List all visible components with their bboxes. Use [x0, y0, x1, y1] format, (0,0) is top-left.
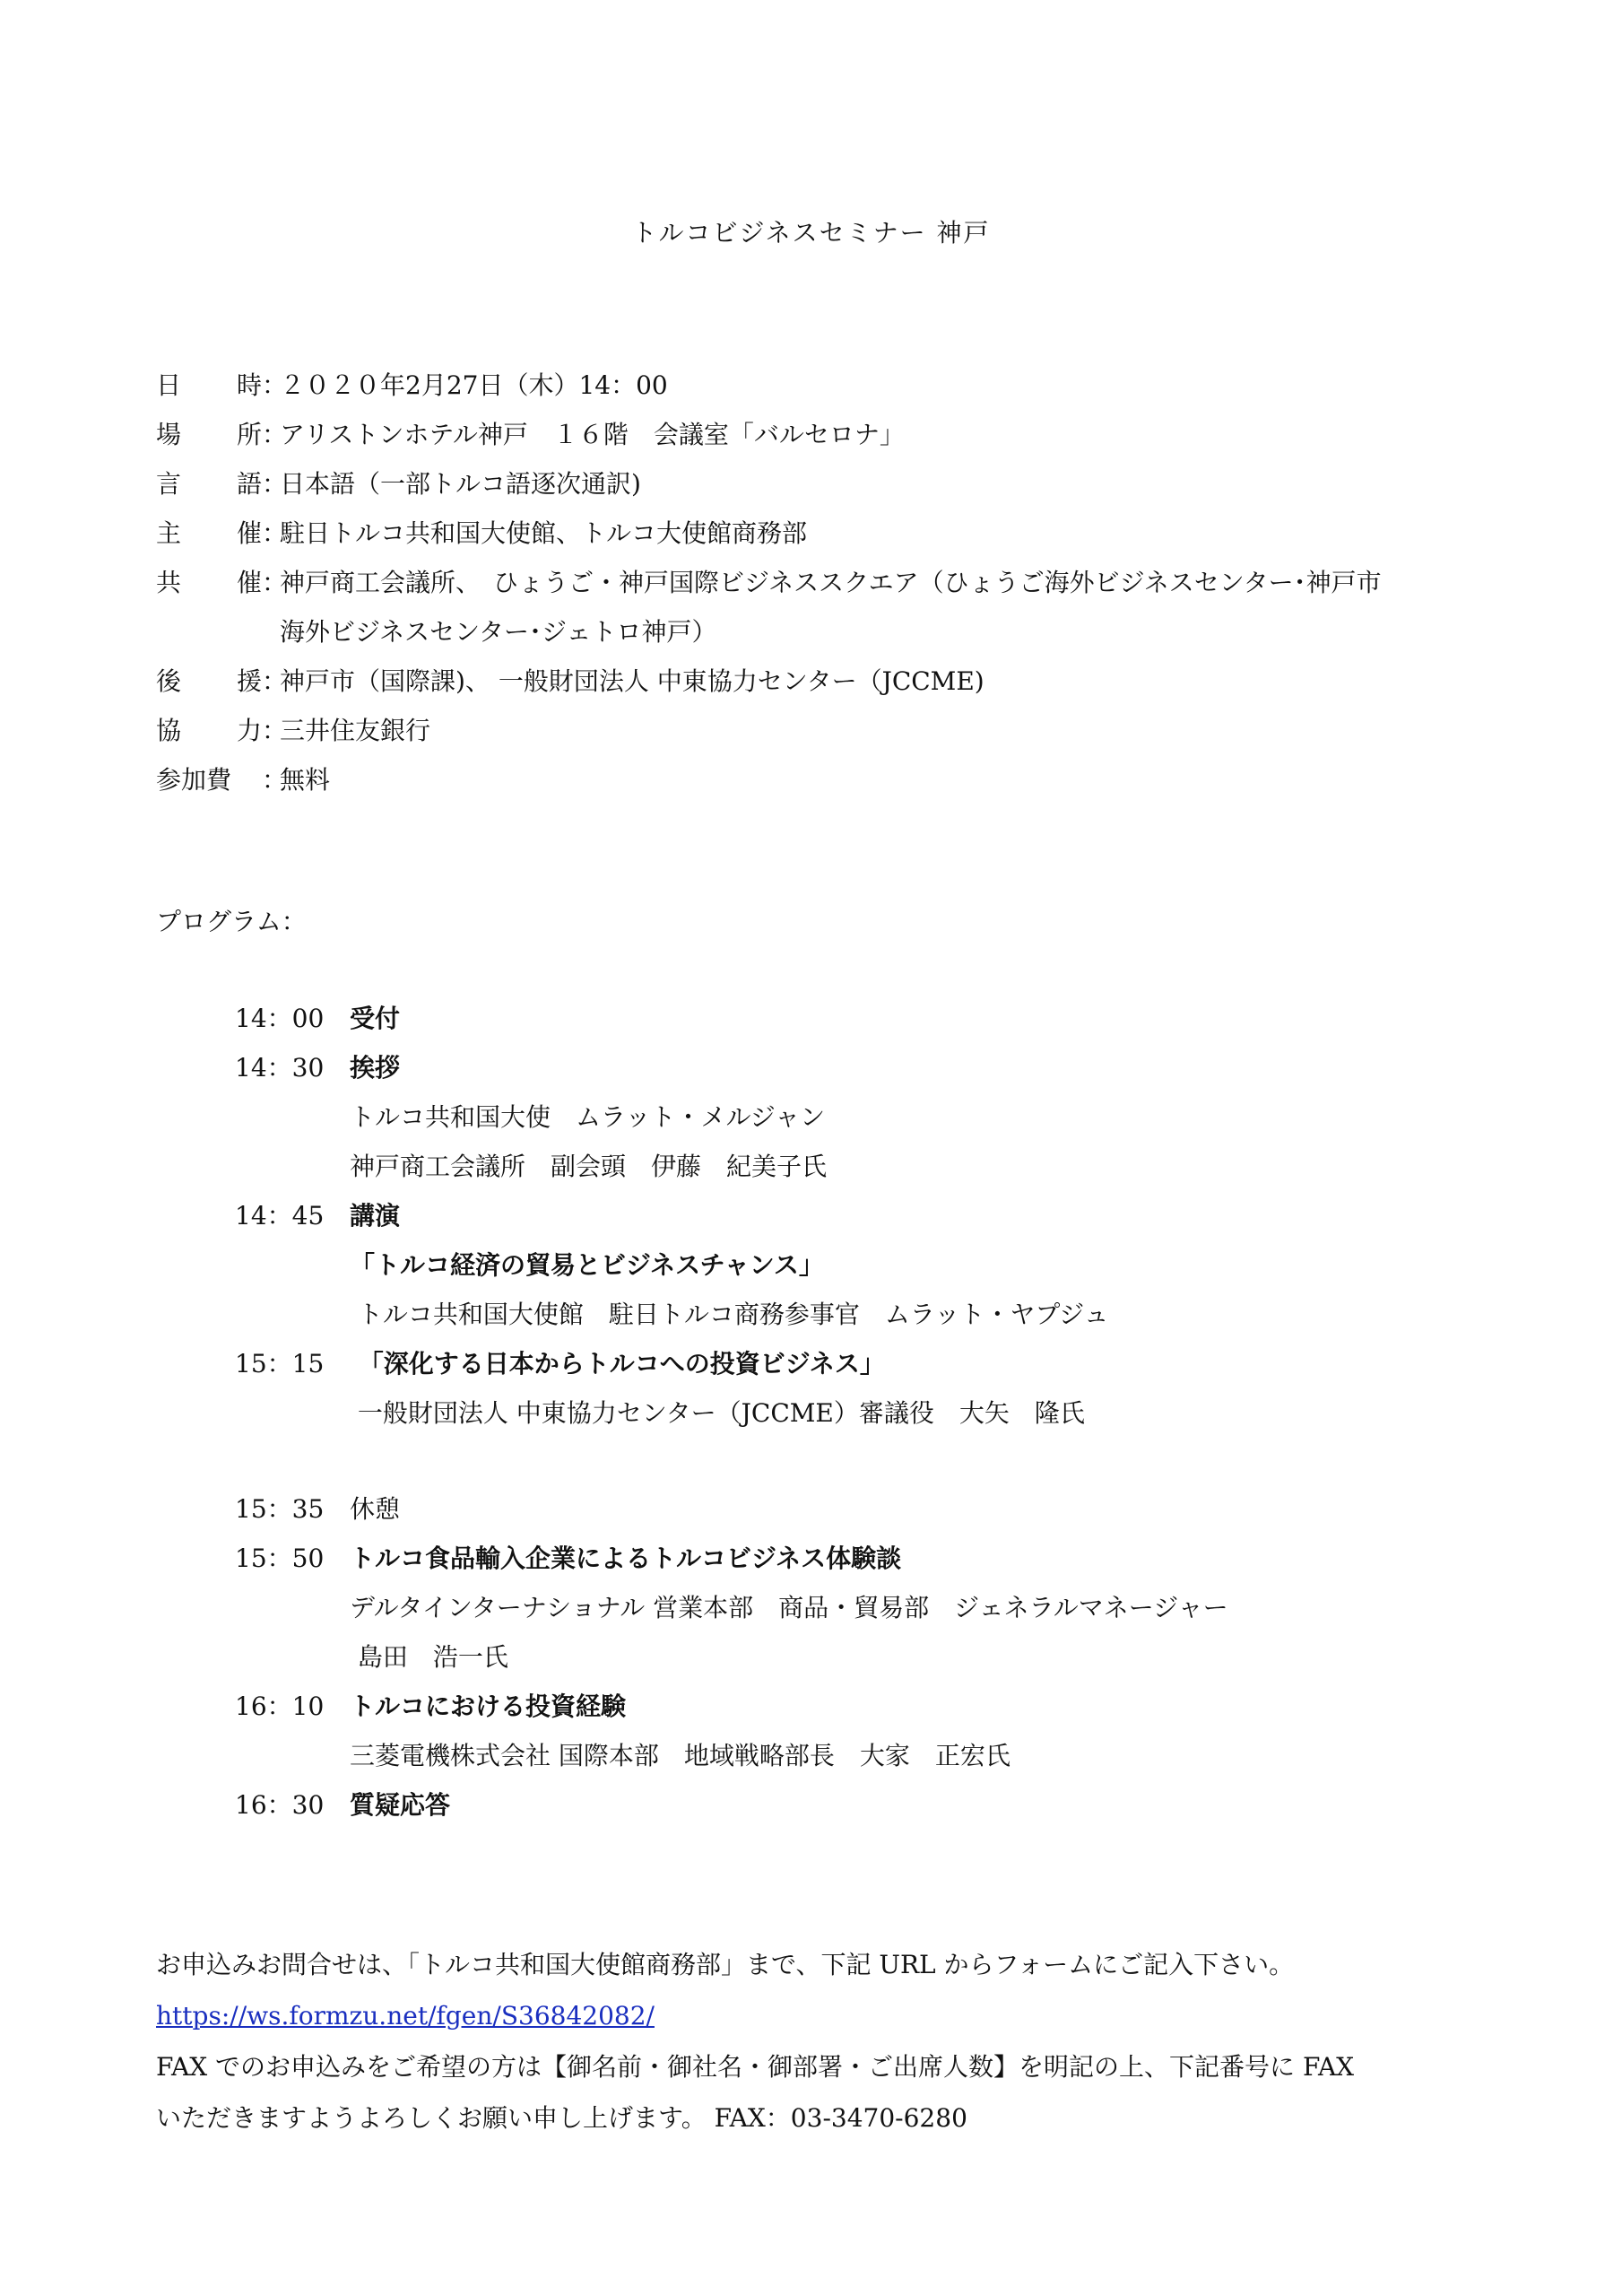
- program-text: 神戸商工会議所 副会頭 伊藤 紀美子氏: [350, 1152, 828, 1181]
- info-label-char: 後: [156, 666, 182, 696]
- program-spacer: [235, 1438, 1490, 1484]
- info-separator: ：: [262, 666, 288, 696]
- program-text: 挨拶: [350, 1053, 401, 1083]
- program-time: 15：50: [235, 1544, 325, 1573]
- program-time: [235, 1290, 350, 1339]
- program-item: [235, 1290, 1490, 1339]
- info-label-char: 所: [236, 420, 262, 449]
- info-separator: ：: [262, 568, 288, 597]
- program-item: [235, 1092, 1490, 1142]
- program-time: [235, 1388, 350, 1438]
- info-row: [156, 657, 1492, 706]
- program-text: 休憩: [350, 1494, 401, 1524]
- info-separator: ：: [262, 716, 288, 745]
- program-item: [235, 1731, 1490, 1780]
- program-text: 質疑応答: [350, 1790, 451, 1820]
- info-label-char: 催: [236, 518, 262, 548]
- info-separator: ：: [262, 420, 288, 449]
- info-row: [156, 459, 1492, 509]
- program-item: [235, 1632, 1490, 1682]
- info-value: 神戸市（国際課)、 一般財団法人 中東協力センター（JCCME): [280, 666, 984, 696]
- info-row: [156, 558, 1492, 607]
- program-item: [235, 1339, 1490, 1388]
- program-item: [235, 1780, 1490, 1830]
- info-separator: ：: [262, 469, 288, 499]
- program-time: 14：45: [235, 1201, 325, 1231]
- info-row: [156, 509, 1492, 558]
- program-item: [235, 1191, 1490, 1240]
- program-text: 一般財団法人 中東協力センター（JCCME）審議役 大矢 隆氏: [350, 1398, 1085, 1428]
- program-item: [235, 1388, 1490, 1438]
- program-time: 16：30: [235, 1790, 325, 1820]
- info-row: [156, 361, 1492, 410]
- info-row: [156, 755, 1492, 804]
- program-schedule: [235, 994, 1490, 1830]
- program-text: 「深化する日本からトルコへの投資ビジネス」: [350, 1349, 885, 1378]
- info-label-char: 援: [236, 666, 262, 696]
- program-time: [235, 1632, 350, 1682]
- info-value: 三井住友銀行: [280, 716, 431, 745]
- program-text: トルコ食品輸入企業によるトルコビジネス体験談: [350, 1544, 902, 1573]
- info-label: [156, 755, 262, 804]
- info-label: [156, 410, 262, 459]
- info-label: [156, 657, 262, 706]
- info-row: [156, 706, 1492, 755]
- event-info-list: [156, 361, 1492, 804]
- program-text: 講演: [350, 1201, 401, 1231]
- info-label: [156, 706, 262, 755]
- info-row: [156, 410, 1492, 459]
- info-label-char: 言: [156, 469, 182, 499]
- program-item: [235, 1682, 1490, 1731]
- info-value: 日本語（一部トルコ語逐次通訳): [280, 469, 641, 499]
- info-value: 海外ビジネスセンター･ジェトロ神戸）: [280, 617, 717, 647]
- program-item: [235, 1534, 1490, 1583]
- info-value: ２０２０年2月27日（木）14：00: [280, 370, 668, 400]
- application-instructions: [156, 1939, 1492, 2144]
- program-time: [235, 1583, 350, 1632]
- document-title: トルコビジネスセミナー 神戸: [631, 218, 991, 248]
- info-label: [156, 459, 262, 509]
- info-label: [156, 558, 262, 607]
- program-heading: プログラム：: [156, 907, 307, 936]
- info-separator: [262, 607, 280, 657]
- program-time: [235, 1092, 350, 1142]
- program-item: [235, 994, 1490, 1043]
- program-text: トルコ共和国大使 ムラット・メルジャン: [350, 1102, 826, 1132]
- program-time: 15：15: [235, 1349, 325, 1378]
- program-time: [235, 1731, 350, 1780]
- program-time: [235, 1240, 350, 1290]
- program-item: [235, 1142, 1490, 1191]
- info-label-char: 力: [236, 716, 262, 745]
- info-label-char: 共: [156, 568, 182, 597]
- application-text: お申込みお問合せは、「トルコ共和国大使館商務部」まで、下記 URL からフォームにご記入下さい。: [156, 1950, 1295, 1979]
- info-label-char: 語: [236, 469, 262, 499]
- info-value: 無料: [280, 765, 331, 795]
- program-time: 14：30: [235, 1053, 325, 1083]
- info-label-char: 時: [236, 370, 262, 400]
- program-text: 受付: [350, 1004, 401, 1033]
- program-item: [235, 1583, 1490, 1632]
- fax-number-text: いただきますようよろしくお願い申し上げます。 FAX：03-3470-6280: [156, 2103, 967, 2133]
- info-value: 駐日トルコ共和国大使館、トルコ大使館商務部: [280, 518, 808, 548]
- info-row: [156, 607, 1492, 657]
- info-label-char: 催: [236, 568, 262, 597]
- fax-instructions: FAX でのお申込みをご希望の方は【御名前・御社名・御部署・ご出席人数】を明記の上、下記番号に FAX: [156, 2052, 1355, 2082]
- program-item: [235, 1043, 1490, 1092]
- info-label-char: 主: [156, 518, 182, 548]
- program-item: [235, 1484, 1490, 1534]
- info-label: [156, 607, 262, 657]
- program-text: 島田 浩一氏: [350, 1642, 508, 1672]
- program-text: トルコ共和国大使館 駐日トルコ商務参事官 ムラット・ヤプジュ: [350, 1300, 1109, 1329]
- registration-link[interactable]: https://ws.formzu.net/fgen/S36842082/: [156, 2001, 655, 2031]
- program-time: 14：00: [235, 1004, 325, 1033]
- program-text: トルコにおける投資経験: [350, 1692, 627, 1721]
- info-value: 神戸商工会議所、 ひょうご・神戸国際ビジネススクエア（ひょうご海外ビジネスセンター･神戸市: [280, 568, 1382, 597]
- program-time: 16：10: [235, 1692, 325, 1721]
- info-separator: ：: [262, 370, 288, 400]
- program-text: 「トルコ経済の貿易とビジネスチャンス」: [350, 1250, 824, 1280]
- info-separator: ：: [262, 518, 288, 548]
- program-text: デルタインターナショナル 営業本部 商品・貿易部 ジェネラルマネージャー: [350, 1593, 1228, 1622]
- info-label-char: 協: [156, 716, 182, 745]
- program-item: [235, 1240, 1490, 1290]
- program-time: [235, 1142, 350, 1191]
- info-value: アリストンホテル神戸 １６階 会議室「バルセロナ」: [280, 420, 905, 449]
- info-label-char: 日: [156, 370, 182, 400]
- info-label-char: 参加費: [156, 765, 232, 795]
- info-separator: ：: [262, 765, 288, 795]
- program-time: 15：35: [235, 1494, 325, 1524]
- info-label-char: 場: [156, 420, 182, 449]
- program-text: 三菱電機株式会社 国際本部 地域戦略部長 大家 正宏氏: [350, 1741, 1010, 1770]
- info-label: [156, 361, 262, 410]
- info-label: [156, 509, 262, 558]
